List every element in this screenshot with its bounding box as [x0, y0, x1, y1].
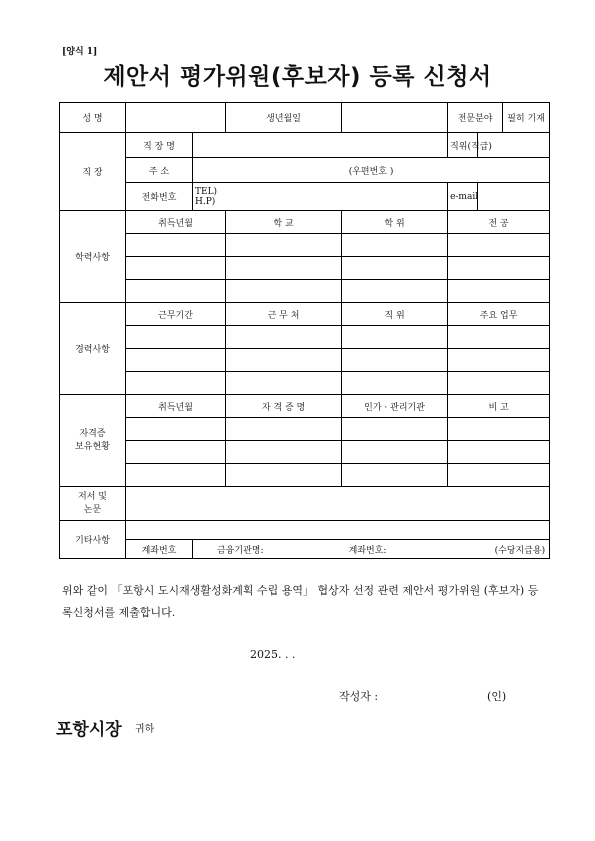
- table-cell[interactable]: [226, 441, 342, 464]
- table-cell[interactable]: [126, 372, 226, 395]
- education-col-school: 학 교: [226, 211, 342, 234]
- job-row-address: [60, 158, 550, 183]
- license-col-date: 취득년월: [126, 395, 226, 418]
- license-col-authority: 인가 · 관리기관: [342, 395, 448, 418]
- license-col-name: 자 격 증 명: [226, 395, 342, 418]
- table-cell[interactable]: [342, 326, 448, 349]
- birth-field[interactable]: [342, 103, 448, 133]
- etc-section-label: 기타사항: [60, 521, 126, 559]
- table-cell[interactable]: [448, 418, 550, 441]
- education-section-label: 학력사항: [60, 211, 126, 303]
- education-col-degree: 학 위: [342, 211, 448, 234]
- papers-section-label: [60, 487, 126, 521]
- education-row: [60, 257, 550, 280]
- table-cell[interactable]: [342, 418, 448, 441]
- career-row: [60, 349, 550, 372]
- job-row-phone: [60, 183, 550, 211]
- etc-row-account: [60, 540, 550, 559]
- table-cell[interactable]: [226, 280, 342, 303]
- company-field[interactable]: [193, 133, 448, 158]
- field-note: 필히 기재: [503, 103, 550, 133]
- table-cell[interactable]: [448, 257, 550, 280]
- table-cell[interactable]: [226, 464, 342, 487]
- license-row: [60, 441, 550, 464]
- license-section-label-line1: 자격증: [79, 428, 106, 439]
- education-col-date: 취득년월: [126, 211, 226, 234]
- papers-section-label-line2: 논문: [83, 504, 102, 515]
- table-cell[interactable]: [126, 280, 226, 303]
- tel-label: TEL): [195, 186, 218, 197]
- table-cell[interactable]: [226, 326, 342, 349]
- career-header-row: [60, 303, 550, 326]
- table-cell[interactable]: [226, 372, 342, 395]
- address-label: 주 소: [126, 158, 193, 183]
- career-col-period: 근무기간: [126, 303, 226, 326]
- table-cell[interactable]: [342, 234, 448, 257]
- birth-label: 생년월일: [226, 103, 342, 133]
- papers-section-label-line1: 저서 및: [78, 491, 107, 502]
- table-cell[interactable]: [448, 372, 550, 395]
- table-cell[interactable]: [126, 257, 226, 280]
- table-cell[interactable]: [448, 349, 550, 372]
- submission-statement: 위와 같이 「포항시 도시재생활성화계획 수립 용역」 협상자 선정 관련 제안서 평가위원 (후보자) 등록신청서를 제출합니다.: [62, 584, 539, 619]
- table-cell[interactable]: [342, 372, 448, 395]
- table-cell[interactable]: [342, 441, 448, 464]
- phone-label: 전화번호: [126, 183, 193, 211]
- table-cell[interactable]: [126, 464, 226, 487]
- etc-field[interactable]: [126, 521, 550, 540]
- table-cell[interactable]: [342, 349, 448, 372]
- name-field[interactable]: [126, 103, 226, 133]
- table-cell[interactable]: [342, 257, 448, 280]
- email-field[interactable]: [478, 183, 550, 211]
- name-label: 성 명: [60, 103, 126, 133]
- table-cell[interactable]: [342, 280, 448, 303]
- license-row: [60, 418, 550, 441]
- allowance-note: (수당지급용): [448, 540, 550, 559]
- table-cell[interactable]: [226, 349, 342, 372]
- table-cell[interactable]: [448, 326, 550, 349]
- company-label: 직 장 명: [126, 133, 193, 158]
- table-cell[interactable]: [448, 280, 550, 303]
- honorific: 귀하: [135, 724, 155, 735]
- phone-field[interactable]: [193, 183, 448, 211]
- table-cell[interactable]: [126, 441, 226, 464]
- table-cell[interactable]: [226, 234, 342, 257]
- addressee: 포항시장: [56, 720, 122, 740]
- table-cell[interactable]: [126, 326, 226, 349]
- table-cell[interactable]: [448, 234, 550, 257]
- account-number-field[interactable]: 계좌번호:: [288, 540, 448, 559]
- field-label: 전문분야: [448, 103, 503, 133]
- table-cell[interactable]: [126, 234, 226, 257]
- career-section-label: 경력사항: [60, 303, 126, 395]
- education-row: [60, 234, 550, 257]
- license-col-remarks: 비 고: [448, 395, 550, 418]
- table-cell[interactable]: [448, 464, 550, 487]
- registration-form-table: [59, 102, 550, 559]
- author-label: 작성자 :: [339, 690, 379, 703]
- submission-date: 2025. . .: [250, 648, 296, 661]
- address-field[interactable]: (우편번호 ): [193, 158, 550, 183]
- table-cell[interactable]: [226, 418, 342, 441]
- table-cell[interactable]: [126, 349, 226, 372]
- table-cell[interactable]: [448, 441, 550, 464]
- position-label: 직위(직급): [448, 133, 478, 158]
- career-col-duties: 주요 업무: [448, 303, 550, 326]
- table-cell[interactable]: [226, 257, 342, 280]
- career-col-workplace: 근 무 처: [226, 303, 342, 326]
- career-col-position: 직 위: [342, 303, 448, 326]
- form-number-label: [양식 1]: [62, 47, 98, 57]
- email-label: e-mail: [448, 183, 478, 211]
- basic-info-row: [60, 103, 550, 133]
- license-section-label: [60, 395, 126, 487]
- table-cell[interactable]: [126, 418, 226, 441]
- table-cell[interactable]: [342, 464, 448, 487]
- education-header-row: [60, 211, 550, 234]
- license-section-label-line2: 보유현황: [75, 441, 110, 452]
- etc-row-blank: [60, 521, 550, 540]
- account-label: 계좌번호: [126, 540, 193, 559]
- education-col-major: 전 공: [448, 211, 550, 234]
- papers-field[interactable]: [126, 487, 550, 521]
- hp-label: H.P): [195, 196, 216, 207]
- job-row-company: [60, 133, 550, 158]
- seal-mark: (인): [487, 690, 507, 703]
- career-row: [60, 372, 550, 395]
- license-header-row: [60, 395, 550, 418]
- job-section-label: 직 장: [60, 133, 126, 211]
- education-row: [60, 280, 550, 303]
- license-row: [60, 464, 550, 487]
- bank-name-field[interactable]: 금융기관명:: [193, 540, 288, 559]
- career-row: [60, 326, 550, 349]
- papers-row: [60, 487, 550, 521]
- document-title: 제안서 평가위원(후보자) 등록 신청서: [103, 64, 492, 90]
